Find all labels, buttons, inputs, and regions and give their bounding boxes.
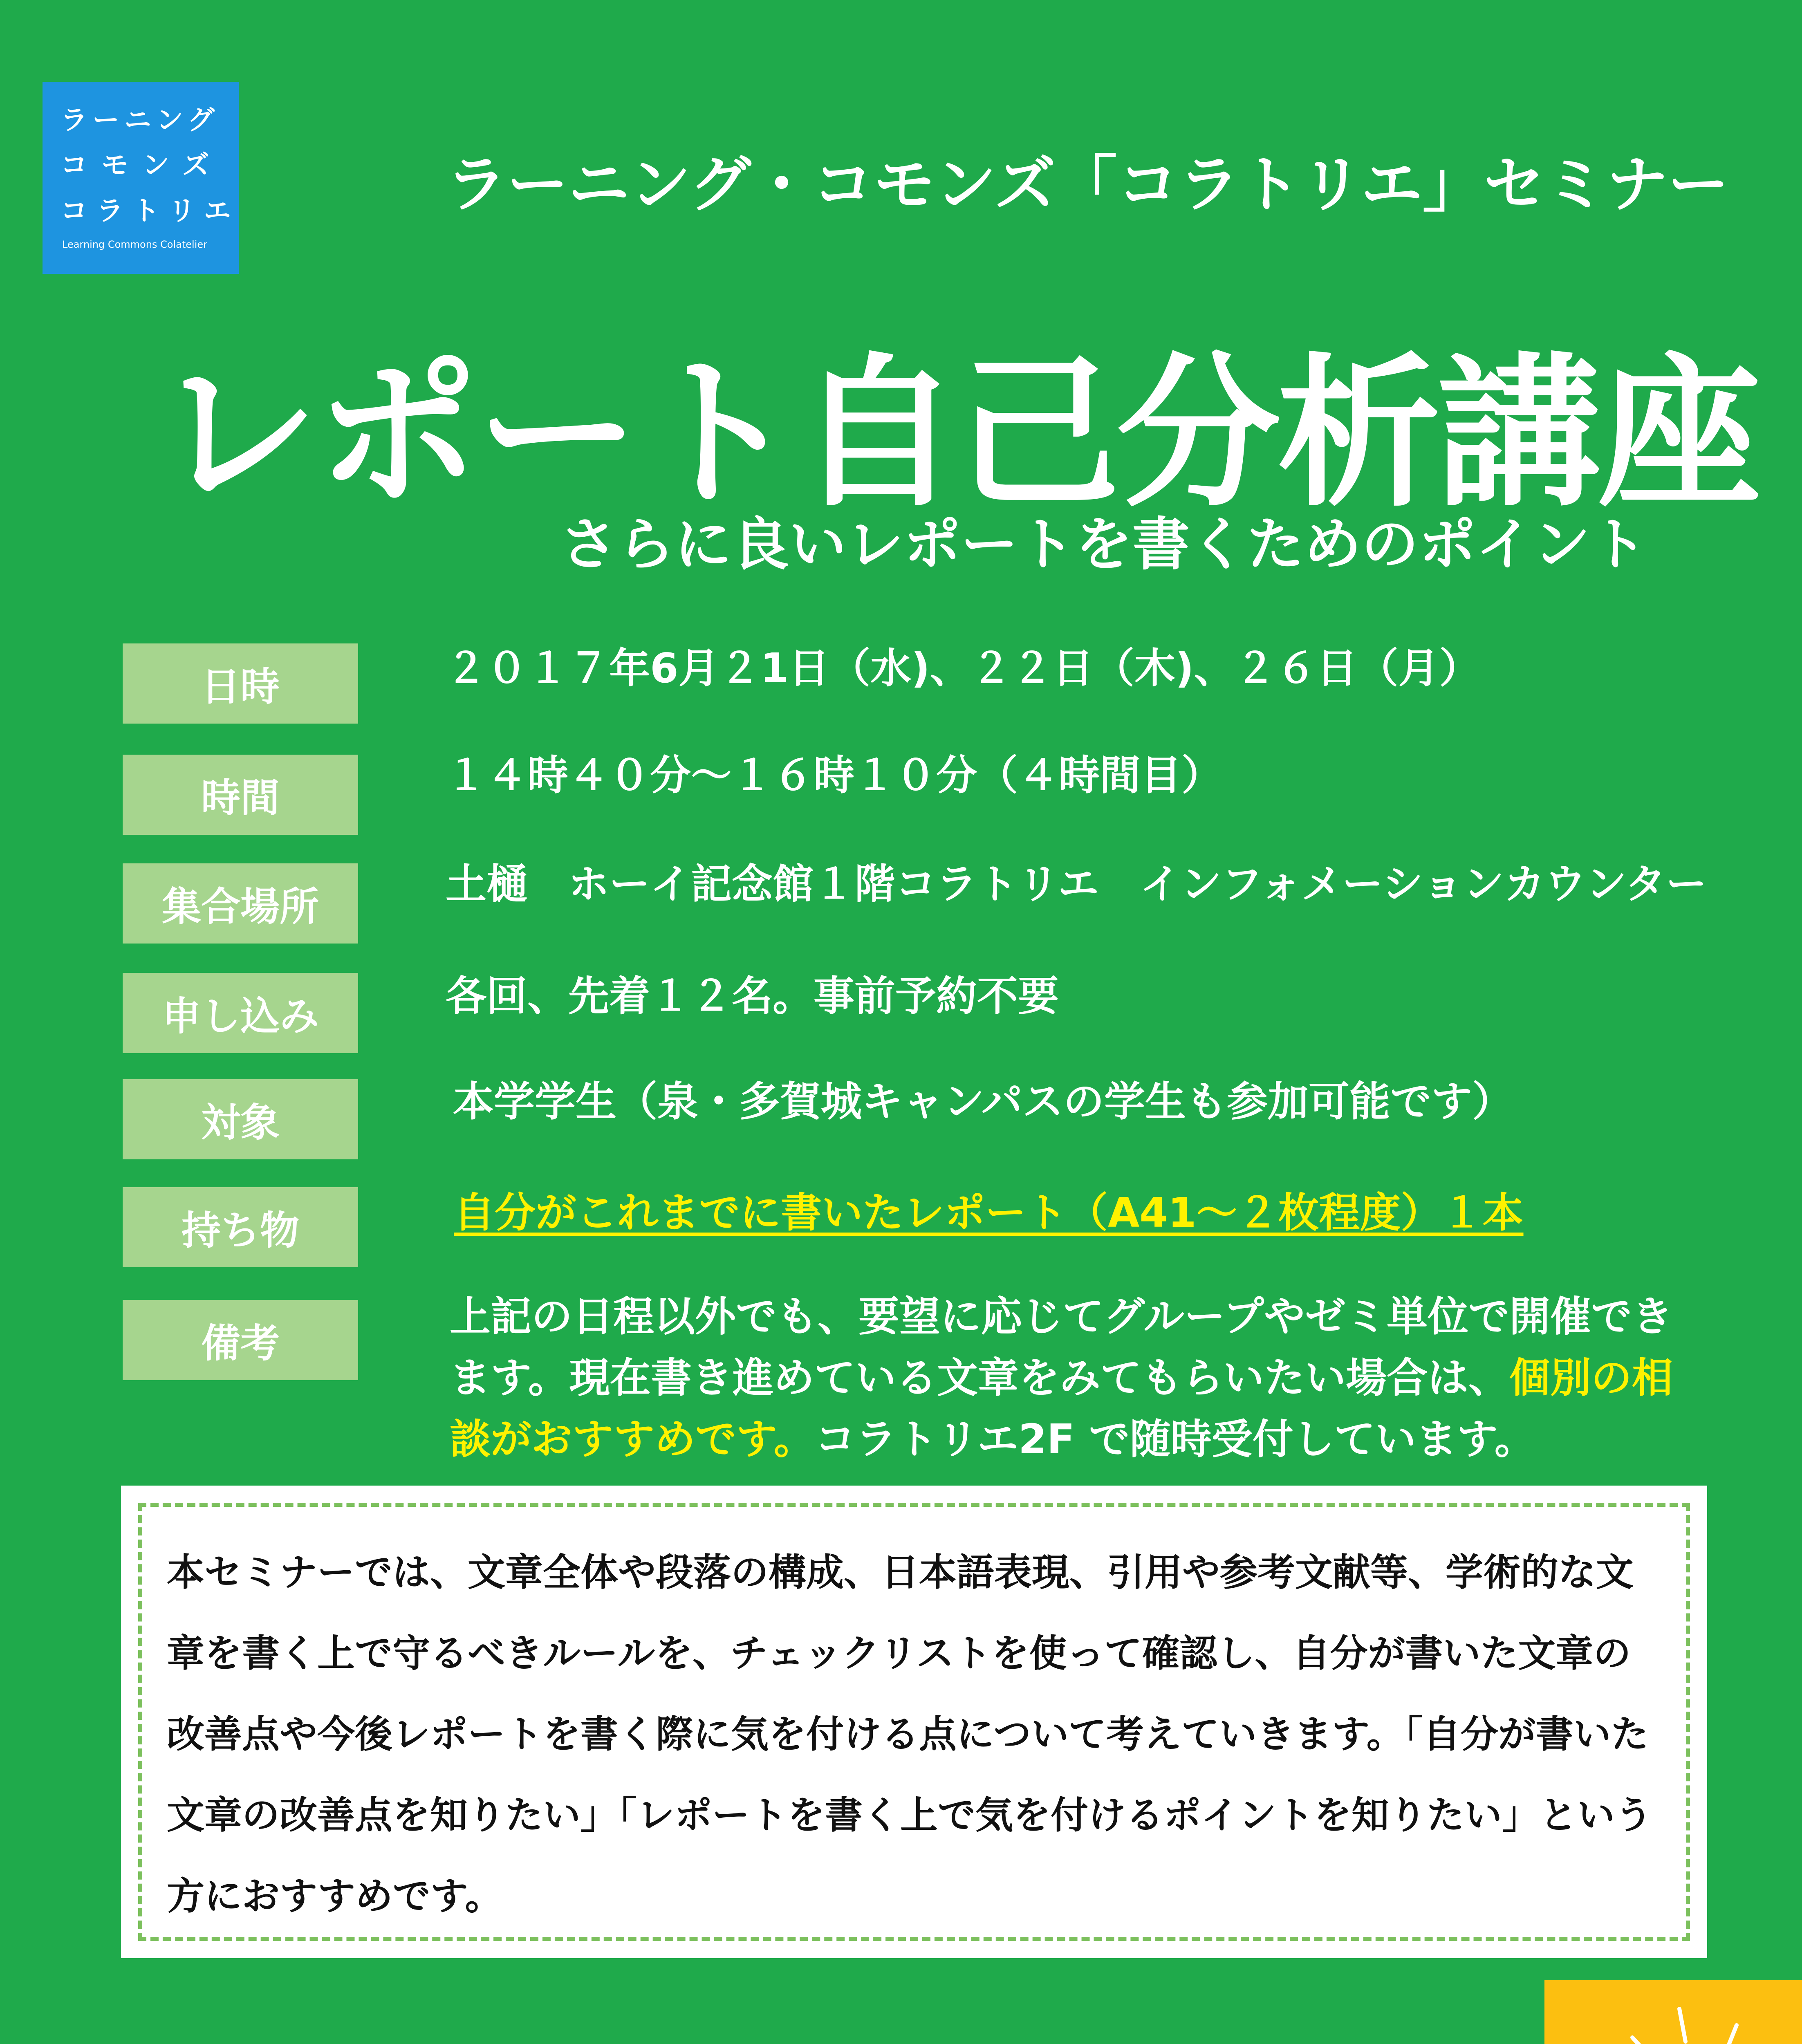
apply-label: 申し込み [123, 973, 358, 1053]
notes-text-1: 上記の日程以外でも、要望に応じてグループやゼミ単位で開催できます。現在書き進めている文章をみてもらいたい場合は、 [450, 1293, 1673, 1402]
notes-text-2: コラトリエ2F で随時受付しています。 [815, 1415, 1535, 1463]
smiley-character-icon [1544, 1980, 1802, 2044]
date-label: 日時 [123, 643, 358, 724]
apply-value: 各回、先着１２名。事前予約不要 [446, 972, 1059, 1020]
bring-label: 持ち物 [123, 1187, 358, 1267]
colatelier-logo [43, 82, 239, 274]
character-illustration [1544, 1980, 1802, 2044]
seminar-description: 本セミナーでは、文章全体や段落の構成、日本語表現、引用や参考文献等、学術的な文章を書く上で守るべきルールを、チェックリストを使って確認し、自分が書いた文章の改善点や今後レポートを書く際に気を付ける点について考えていきます。「自分が書いた文章の改善点を知りたい」「レポートを書く上で気を付けるポイントを知りたい」という方におすすめです。 [167, 1551, 1653, 1918]
page-title: レポート自己分析講座 [155, 339, 1758, 529]
notes-value [450, 1286, 1697, 1470]
seminar-dashed-frame [138, 1503, 1690, 1941]
logo-line-3: コラトリエ [61, 195, 240, 226]
page-subtitle: さらに良いレポートを書くためのポイント [560, 511, 1648, 578]
logo-subtext: Learning Commons Colatelier [62, 239, 208, 250]
time-label: 時間 [123, 755, 358, 835]
logo-line-1: ラーニング [61, 104, 220, 136]
place-label: 集合場所 [123, 863, 358, 944]
target-value: 本学学生（泉・多賀城キャンパスの学生も参加可能です） [453, 1078, 1513, 1125]
bring-value: 自分がこれまでに書いたレポート（A41～２枚程度）１本 [454, 1189, 1524, 1237]
date-value: ２０１７年6月２1日（水)、２２日（木)、２６日（月） [446, 644, 1480, 692]
place-value: 土樋 ホーイ記念館１階コラトリエ インフォメーションカウンター [446, 860, 1707, 908]
target-label: 対象 [123, 1079, 358, 1159]
notes-highlight: 個別の相談がおすすめです。 [450, 1354, 1673, 1463]
time-value: １４時４０分～１６時１０分（４時間目） [446, 751, 1222, 799]
seminar-series: ラーニング・コモンズ「コラトリエ」セミナー [446, 149, 1729, 220]
seminar-description-box [121, 1486, 1707, 1958]
notes-label: 備考 [123, 1300, 358, 1380]
logo-line-2: コモンズ [61, 149, 224, 181]
